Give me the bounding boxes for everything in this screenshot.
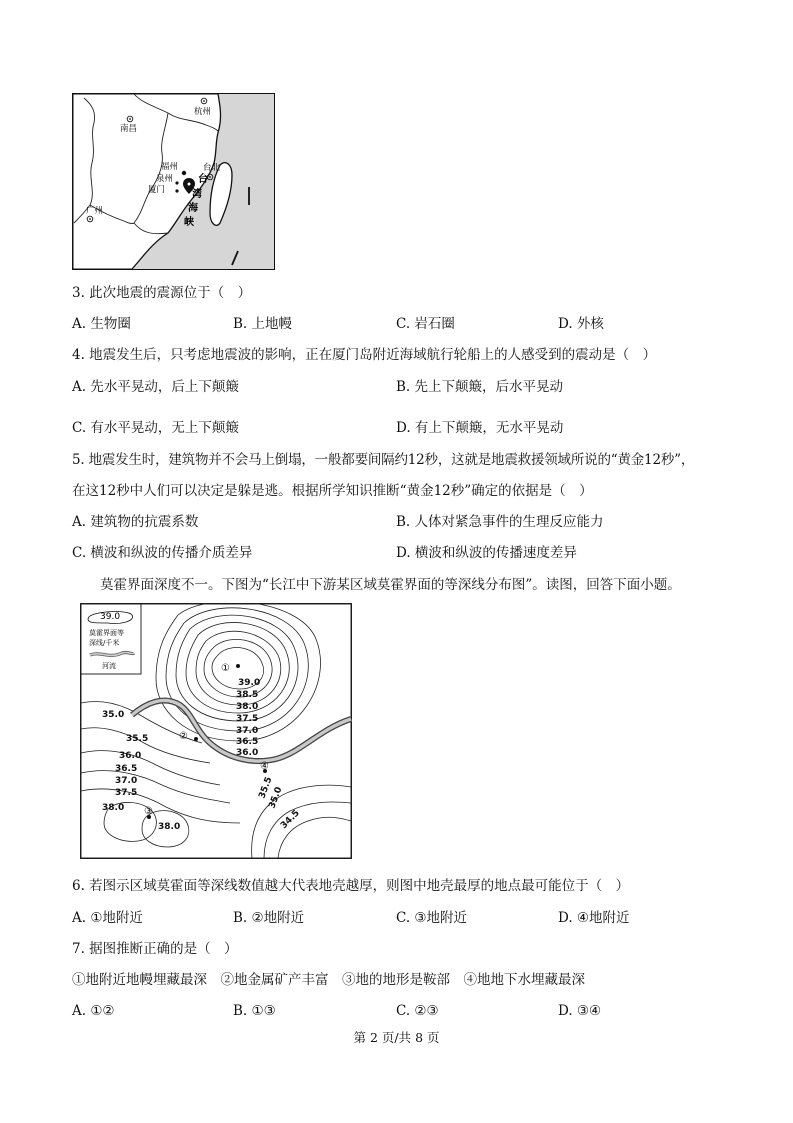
strait-label-1: 台 [198,174,208,185]
question-6-option-b[interactable]: B. ②地附近 [233,910,305,926]
contour-label: 35.0 [102,710,125,720]
point-1-label: ① [221,663,230,674]
question-4-option-d[interactable]: D. 有上下颠簸，无水平晃动 [396,420,564,436]
contour-label: 35.5 [257,775,275,801]
question-6-option-a[interactable]: A. ①地附近 [72,910,143,926]
city-label-fuzhou: 福州 [161,162,179,172]
question-6-option-d[interactable]: D. ④地附近 [558,910,630,926]
question-4-option-b[interactable]: B. 先上下颠簸，后水平晃动 [396,379,564,395]
contour-label: 36.5 [236,737,259,747]
moho-contour-map [80,603,352,859]
page-footer: 第 2 页/共 8 页 [353,1030,440,1045]
contour-label: 38.0 [158,822,181,832]
point-3-label: ③ [144,806,153,817]
question-5-option-c[interactable]: C. 横波和纵波的传播介质差异 [72,545,253,561]
contour-label: 38.0 [236,702,259,712]
question-5-option-a[interactable]: A. 建筑物的抗震系数 [72,514,199,530]
city-label-xiamen: 厦门 [148,185,166,195]
map2-intro: 莫霍界面深度不一。下图为“长江中下游某区域莫霍界面的等深线分布图”。读图，回答下面小题。 [100,577,681,593]
contour-label: 34.5 [279,808,302,832]
question-6-stem: 6. 若图示区域莫霍面等深线数值越大代表地壳越厚，则图中地壳最厚的地点最可能位于（ ） [72,878,630,894]
contour-label: 35.5 [126,734,149,744]
question-7-stem: 7. 据图推断正确的是（ ） [72,941,238,957]
question-3-option-b[interactable]: B. 上地幔 [233,316,293,332]
taiwan-strait-map [72,93,275,270]
contour-label: 36.0 [236,748,259,758]
taiwan-strait-map-svg [72,93,275,270]
question-4-option-c[interactable]: C. 有水平晃动，无上下颠簸 [72,420,239,436]
question-5-stem-line1: 5. 地震发生时，建筑物并不会马上倒塌，一般都要间隔约12秒，这就是地震救援领域所说的“黄金12秒”， [72,452,695,468]
contour-label: 37.5 [236,714,259,724]
question-3-stem: 3. 此次地震的震源位于（ ） [72,285,252,301]
contour-label: 36.5 [115,764,138,774]
strait-label-4: 峡 [184,217,194,228]
contour-label: 38.0 [102,803,125,813]
question-7-option-d[interactable]: D. ③④ [558,1003,602,1019]
contour-label: 35.0 [267,785,285,811]
question-3-option-c[interactable]: C. 岩石圈 [396,316,455,332]
contour-label: 37.5 [115,788,138,798]
legend-river-label: 河流 [102,662,116,670]
question-3-option-d[interactable]: D. 外核 [558,316,604,332]
contour-label: 36.0 [119,751,142,761]
question-7-option-c[interactable]: C. ②③ [396,1003,439,1019]
city-label-quanzhou: 泉州 [156,174,174,184]
question-3-option-a[interactable]: A. 生物圈 [72,316,131,332]
legend-sample-value: 39.0 [100,612,121,622]
contour-label: 37.0 [236,726,259,736]
contour-label: 39.0 [238,678,261,688]
point-4-label: ④ [260,761,269,772]
question-7-statements: ①地附近地幔埋藏最深 ②地金属矿产丰富 ③地的地形是鞍部 ④地地下水埋藏最深 [72,972,585,988]
city-label-hangzhou: 杭州 [194,107,212,117]
contour-label: 37.0 [115,776,138,786]
strait-label-3: 海 [188,203,198,214]
moho-contour-map-svg [80,603,352,859]
question-4-stem: 4. 地震发生后，只考虑地震波的影响，正在厦门岛附近海域航行轮船上的人感受到的震动是（ ） [72,347,657,363]
city-label-guangzhou: 广州 [86,206,104,216]
city-label-taipei: 台北 [203,163,221,173]
legend-isoline-label-1: 莫霍界面等 [89,629,124,637]
question-4-option-a[interactable]: A. 先水平晃动，后上下颠簸 [72,379,239,395]
contour-label: 38.5 [236,690,259,700]
question-5-stem-line2: 在这12秒中人们可以决定是躲是逃。根据所学知识推断“黄金12秒”确定的依据是（ ） [72,483,593,499]
question-6-option-c[interactable]: C. ③地附近 [396,910,468,926]
legend-isoline-label-2: 深线/千米 [89,639,120,647]
question-5-option-d[interactable]: D. 横波和纵波的传播速度差异 [396,545,577,561]
city-label-nanchang: 南昌 [120,124,138,134]
question-5-option-b[interactable]: B. 人体对紧急事件的生理反应能力 [396,514,604,530]
question-7-option-b[interactable]: B. ①③ [233,1003,276,1019]
question-7-option-a[interactable]: A. ①② [72,1003,115,1019]
point-2-label: ② [179,731,188,742]
strait-label-2: 湾 [192,189,202,200]
